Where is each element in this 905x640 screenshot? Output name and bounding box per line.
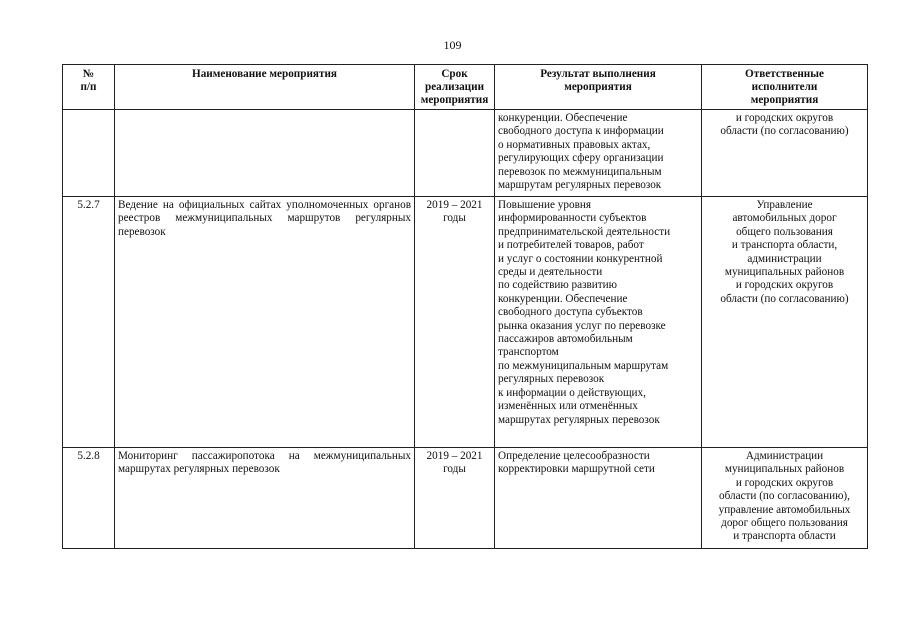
result-line: свободного доступа к информации [498, 125, 664, 138]
header-name-line: Наименование мероприятия [192, 68, 337, 80]
row-number-cell: 5.2.8 [63, 448, 115, 549]
result-line: по межмуниципальным маршрутам [498, 359, 669, 372]
term-cell [415, 110, 495, 197]
header-term-line: Срок [441, 68, 468, 80]
header-responsible-line: исполнители [751, 81, 818, 93]
result-line: по содействию развитию [498, 279, 618, 292]
header-result-line: Результат выполнения [540, 68, 656, 80]
responsible-line: и городских округов [735, 476, 834, 489]
measures-table [62, 64, 868, 549]
result-line: о нормативных правовых актах, [498, 138, 651, 151]
result-line: Повышение уровня [498, 199, 591, 211]
result-line: регулирующих сферу организации [498, 152, 664, 165]
result-line: к информации о действующих, [498, 386, 646, 399]
responsible-line: и транспорта области [733, 530, 836, 543]
result-line: конкуренции. Обеспечение [498, 112, 628, 124]
result-line: маршрутах регулярных перевозок [498, 413, 660, 426]
result-cell [495, 448, 702, 549]
responsible-line: области (по согласованию) [720, 125, 849, 138]
responsible-cell [702, 448, 868, 549]
responsible-line: и городских округов [735, 279, 834, 292]
row-number-cell: 5.2.7 [63, 197, 115, 448]
term-cell [415, 448, 495, 549]
responsible-line: муниципальных районов [724, 266, 845, 279]
header-result-line: мероприятия [564, 81, 632, 93]
result-line: транспортом [498, 346, 559, 359]
result-line: свободного доступа субъектов [498, 306, 643, 319]
responsible-cell [702, 197, 868, 448]
result-cell [495, 197, 702, 448]
result-line: информированности субъектов [498, 212, 647, 225]
responsible-line: Управление [756, 199, 813, 211]
responsible-line: области (по согласованию), [719, 490, 850, 503]
measure-name-cell [115, 110, 415, 197]
header-term-line: реализации [424, 81, 485, 93]
responsible-cell [702, 110, 868, 197]
row-number-cell [63, 110, 115, 197]
responsible-line: администрации [747, 252, 822, 265]
measure-name-cell: Ведение на официальных сайтах уполномоченных органов реестров межмуниципальных маршрутов регулярных перевозок [115, 197, 415, 448]
responsible-line: и транспорта области, [731, 239, 838, 252]
result-line: рынка оказания услуг по перевозке [498, 319, 666, 332]
result-line: Определение целесообразности [498, 450, 650, 462]
result-line: маршрутам регулярных перевозок [498, 179, 662, 192]
header-name [115, 65, 415, 110]
header-term [415, 65, 495, 110]
result-cell [495, 110, 702, 197]
result-line: пассажиров автомобильным [498, 333, 633, 346]
responsible-line: Администрации [745, 450, 824, 462]
responsible-line: и городских округов [735, 112, 834, 124]
responsible-line: общего пользования [736, 225, 833, 238]
measure-name-cell: Мониторинг пассажиропотока на межмуниципальных маршрутах регулярных перевозок [115, 448, 415, 549]
table-row-continuation [63, 110, 868, 197]
table-row-5-2-7 [63, 197, 868, 448]
result-line: корректировки маршрутной сети [498, 463, 655, 476]
result-line: изменённых или отменённых [498, 400, 638, 413]
header-responsible-line: Ответственные [745, 68, 824, 80]
header-responsible [702, 65, 868, 110]
header-result [495, 65, 702, 110]
result-line: среды и деятельности [498, 266, 603, 279]
term-line: 2019 – 2021 [426, 450, 483, 462]
term-line: годы [443, 463, 466, 476]
header-num-line: № [82, 68, 95, 80]
responsible-line: управление автомобильных [718, 503, 851, 516]
responsible-line: муниципальных районов [724, 463, 845, 476]
result-line: конкуренции. Обеспечение [498, 292, 628, 305]
header-num-line: п/п [80, 81, 97, 93]
responsible-line: автомобильных дорог [732, 212, 837, 225]
result-line: и потребителей товаров, работ [498, 239, 644, 252]
term-line: 2019 – 2021 [426, 199, 483, 211]
term-line: годы [443, 212, 466, 225]
header-term-line: мероприятия [420, 94, 489, 106]
header-responsible-line: мероприятия [750, 94, 819, 106]
responsible-line: области (по согласованию) [720, 292, 849, 305]
term-cell [415, 197, 495, 448]
responsible-line: дорог общего пользования [721, 517, 848, 530]
table-row-5-2-8 [63, 448, 868, 549]
result-line: перевозок по межмуниципальным [498, 165, 662, 178]
table-header-row [63, 65, 868, 110]
page-number: 109 [443, 38, 462, 52]
header-num [63, 65, 115, 110]
result-line: и услуг о состоянии конкурентной [498, 252, 663, 265]
result-line: предпринимательской деятельности [498, 225, 671, 238]
result-line: регулярных перевозок [498, 373, 605, 386]
